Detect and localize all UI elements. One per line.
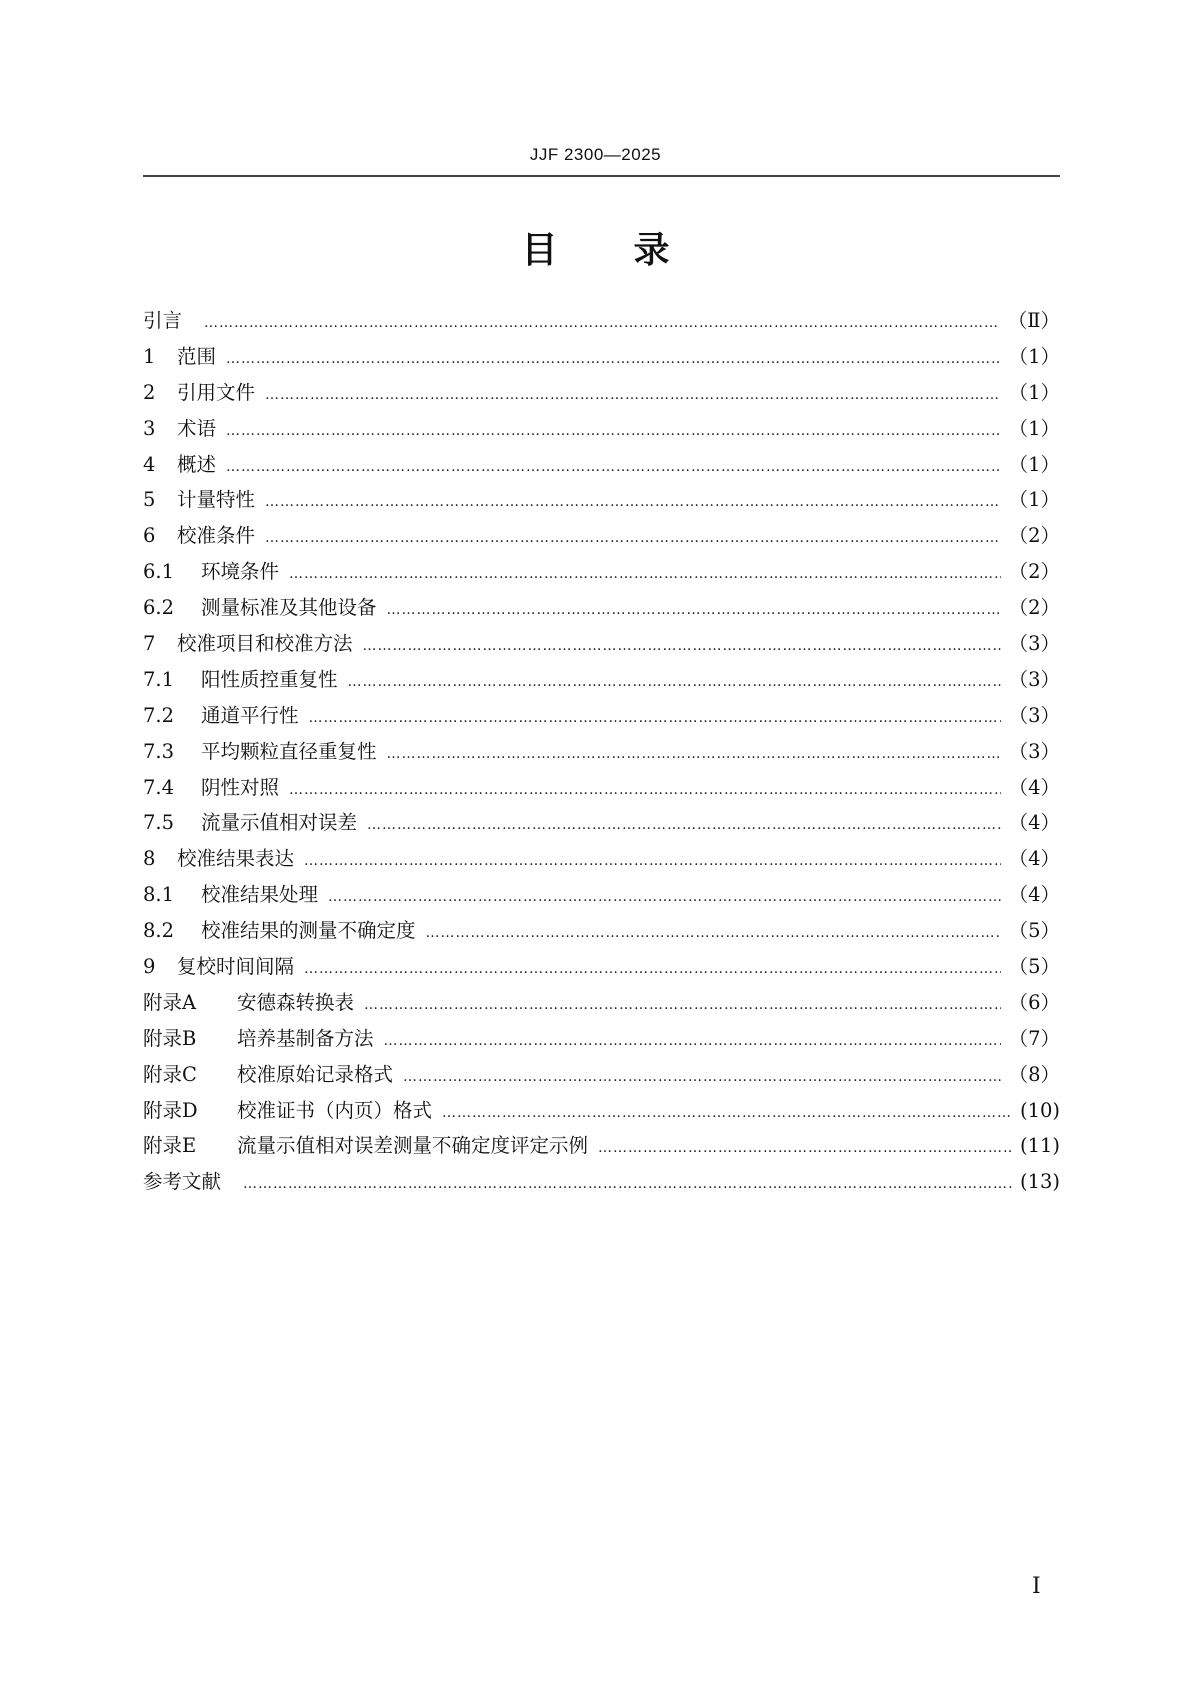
toc-entry[interactable] xyxy=(143,449,1060,485)
toc-entry[interactable] xyxy=(143,879,1060,915)
leader-dots xyxy=(265,494,1001,510)
toc-entry-label: 平均颗粒直径重复性 xyxy=(201,739,377,763)
toc-entry-number: 附录E xyxy=(143,1134,197,1158)
leader-dots xyxy=(442,1105,1012,1121)
toc-entry-number: 3 xyxy=(143,416,156,440)
toc-entry[interactable] xyxy=(143,843,1060,879)
leader-dots xyxy=(384,1033,1001,1049)
toc-entry-page: （3） xyxy=(1008,667,1060,691)
toc-entry-number: 9 xyxy=(143,955,156,979)
leader-dots xyxy=(426,925,1001,941)
toc-entry-page: （6） xyxy=(1008,990,1060,1014)
leader-dots xyxy=(363,638,1001,654)
toc-entry[interactable] xyxy=(143,628,1060,664)
leader-dots xyxy=(364,997,1001,1013)
toc-entry-page: （1） xyxy=(1008,344,1060,368)
toc-entry-page: （5） xyxy=(1008,919,1060,943)
toc-entry-label: 校准结果表达 xyxy=(177,847,295,871)
leader-dots xyxy=(289,782,1001,798)
toc-entry[interactable] xyxy=(143,305,1060,341)
title-char: 录 xyxy=(633,230,670,271)
toc-entry-label: 校准结果的测量不确定度 xyxy=(201,919,416,943)
toc-entry-label: 复校时间间隔 xyxy=(177,955,295,979)
toc-entry-label: 校准项目和校准方法 xyxy=(177,632,353,656)
toc-entry-number: 7.1 xyxy=(143,667,175,691)
toc-entry-page: （8） xyxy=(1008,1062,1060,1086)
leader-dots xyxy=(348,674,1001,690)
toc-entry-page: (10) xyxy=(1019,1098,1060,1122)
toc-entry[interactable] xyxy=(143,413,1060,449)
leader-dots xyxy=(309,710,1001,726)
toc-entry-label: 范围 xyxy=(177,344,217,368)
toc-entry-number: 7.5 xyxy=(143,811,175,835)
leader-dots xyxy=(304,853,1001,869)
toc-entry-page: （4） xyxy=(1008,775,1060,799)
toc-entry-number: 4 xyxy=(143,452,156,476)
toc-entry-page: （2） xyxy=(1008,524,1060,548)
toc-entry-label: 校准原始记录格式 xyxy=(237,1062,394,1086)
toc-entry[interactable] xyxy=(143,520,1060,556)
leader-dots xyxy=(226,423,1001,439)
toc-entry-number: 8 xyxy=(143,847,156,871)
running-header: JJF 2300—2025 xyxy=(529,145,662,164)
leader-dots xyxy=(403,1069,1001,1085)
leader-dots xyxy=(265,387,1001,403)
page-title xyxy=(0,222,1191,273)
toc-entry-number: 附录C xyxy=(143,1062,197,1086)
toc-entry-label: 安德森转换表 xyxy=(237,990,355,1014)
leader-dots xyxy=(289,566,1001,582)
page-number: I xyxy=(1032,1574,1041,1599)
toc-entry[interactable] xyxy=(143,736,1060,772)
toc-entry-label: 计量特性 xyxy=(177,488,256,512)
toc-entry-page: （4） xyxy=(1008,811,1060,835)
title-char: 目 xyxy=(521,230,558,271)
toc-entry-number: 2 xyxy=(143,380,156,404)
toc-entry[interactable] xyxy=(143,1095,1060,1131)
toc-entry[interactable] xyxy=(143,807,1060,843)
toc-entry-number: 8.2 xyxy=(143,919,175,943)
toc-entry-label: 概述 xyxy=(177,452,217,476)
toc-entry-label: 校准条件 xyxy=(177,524,256,548)
toc-entry-number: 7.3 xyxy=(143,739,175,763)
leader-dots xyxy=(387,602,1001,618)
leader-dots xyxy=(226,459,1001,475)
leader-dots xyxy=(328,889,1001,905)
toc-entry-label: 培养基制备方法 xyxy=(237,1026,374,1050)
leader-dots xyxy=(243,1176,1012,1192)
toc-entry-page: （1） xyxy=(1008,416,1060,440)
toc-entry-label: 校准证书（内页）格式 xyxy=(237,1098,433,1122)
toc-entry-number: 7.2 xyxy=(143,703,175,727)
toc-entry-label: 流量示值相对误差 xyxy=(201,811,358,835)
toc-entry[interactable] xyxy=(143,592,1060,628)
toc-entry-label: 校准结果处理 xyxy=(201,883,319,907)
toc-entry-page: （7） xyxy=(1008,1026,1060,1050)
toc-entry-page: (11) xyxy=(1019,1134,1060,1158)
toc-entry[interactable] xyxy=(143,484,1060,520)
toc-entry[interactable] xyxy=(143,915,1060,951)
toc-entry-number: 5 xyxy=(143,488,156,512)
toc-entry[interactable] xyxy=(143,772,1060,808)
toc-entry-page: （3） xyxy=(1008,632,1060,656)
toc-entry-number: 7 xyxy=(143,632,156,656)
toc-entry-label: 阴性对照 xyxy=(201,775,280,799)
leader-dots xyxy=(598,1140,1012,1156)
toc-entry-number: 6.2 xyxy=(143,596,175,620)
toc-entry-number: 附录D xyxy=(143,1098,198,1122)
toc-entry[interactable] xyxy=(143,664,1060,700)
toc-entry-page: （2） xyxy=(1008,560,1060,584)
leader-dots xyxy=(265,530,1001,546)
toc-entry-page: （4） xyxy=(1008,847,1060,871)
toc-entry-number: 6.1 xyxy=(143,560,175,584)
toc-entry-page: （5） xyxy=(1008,955,1060,979)
toc-entry-page: （2） xyxy=(1008,596,1060,620)
toc-entry[interactable] xyxy=(143,341,1060,377)
toc-entry-label: 测量标准及其他设备 xyxy=(201,596,377,620)
toc-entry-page: （1） xyxy=(1008,452,1060,476)
toc-entry-number: 附录B xyxy=(143,1026,197,1050)
toc-entry-number: 附录A xyxy=(143,990,197,1014)
leader-dots xyxy=(387,746,1001,762)
toc-entry-label: 流量示值相对误差测量不确定度评定示例 xyxy=(237,1134,589,1158)
toc-entry-page: （Ⅱ） xyxy=(1007,309,1060,332)
toc-entry-page: （1） xyxy=(1008,488,1060,512)
toc-entry[interactable] xyxy=(143,377,1060,413)
toc-entry[interactable] xyxy=(143,556,1060,592)
toc-entry-page: （4） xyxy=(1008,883,1060,907)
toc-entry[interactable] xyxy=(143,1059,1060,1095)
toc-entry-label: 环境条件 xyxy=(201,560,280,584)
toc-entry-number: 7.4 xyxy=(143,775,175,799)
toc-entry[interactable] xyxy=(143,1166,1060,1202)
toc-entry-label: 引用文件 xyxy=(177,380,256,404)
header-rule xyxy=(143,175,1060,177)
toc-entry-label: 术语 xyxy=(177,416,217,440)
leader-dots xyxy=(204,315,1000,331)
toc-entry-label: 引言 xyxy=(143,309,183,332)
toc-entry-number: 1 xyxy=(143,344,156,368)
leader-dots xyxy=(226,351,1001,367)
toc-entry-label: 阳性质控重复性 xyxy=(201,667,338,691)
toc-entry-number: 6 xyxy=(143,524,156,548)
toc-entry-label: 参考文献 xyxy=(143,1170,222,1194)
toc-entry-label: 通道平行性 xyxy=(201,703,299,727)
toc-entry-page: （1） xyxy=(1008,380,1060,404)
toc-entry-page: （3） xyxy=(1008,739,1060,763)
leader-dots xyxy=(367,817,1001,833)
toc-entry[interactable] xyxy=(143,700,1060,736)
toc-entry[interactable] xyxy=(143,1023,1060,1059)
leader-dots xyxy=(304,961,1001,977)
toc-entry[interactable] xyxy=(143,951,1060,987)
toc-entry-page: （3） xyxy=(1008,703,1060,727)
toc-entry[interactable] xyxy=(143,1130,1060,1166)
toc-entry-page: (13) xyxy=(1019,1170,1060,1194)
table-of-contents xyxy=(143,305,1060,1202)
toc-entry-number: 8.1 xyxy=(143,883,175,907)
toc-entry[interactable] xyxy=(143,987,1060,1023)
